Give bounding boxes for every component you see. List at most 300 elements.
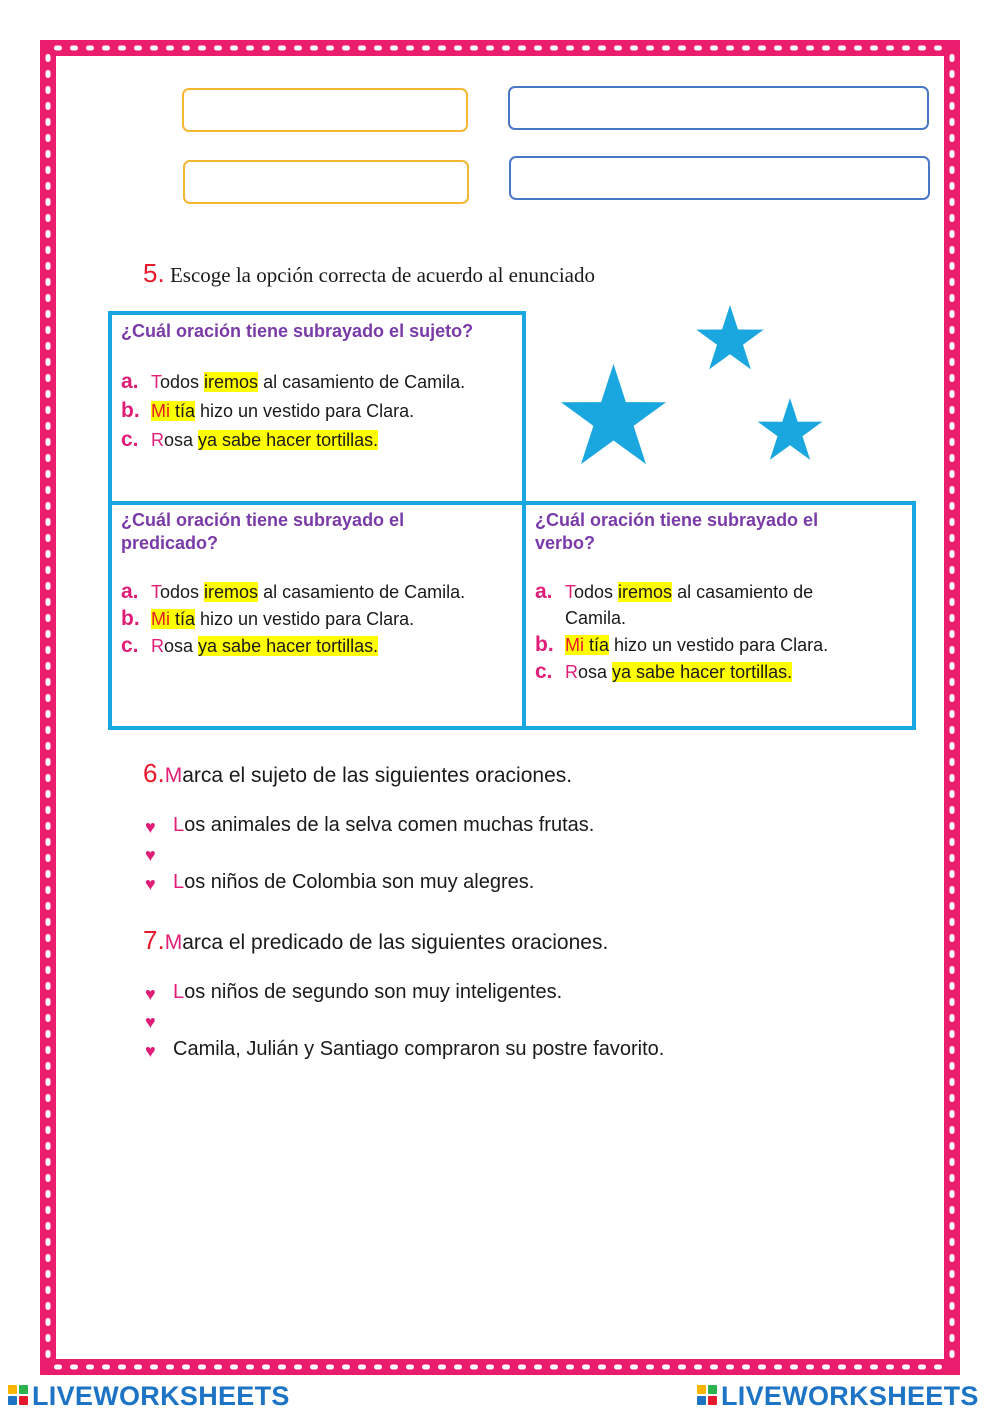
frame-dash xyxy=(46,486,51,494)
frame-dash xyxy=(358,1365,366,1370)
frame-dash xyxy=(950,726,955,734)
frame-dash xyxy=(86,46,94,51)
answer-input-box-3[interactable] xyxy=(183,160,469,204)
frame-dash xyxy=(46,1046,51,1054)
frame-dash xyxy=(694,46,702,51)
option-b[interactable]: b. Mi tía hizo un vestido para Clara. xyxy=(535,633,829,656)
frame-dash xyxy=(582,46,590,51)
frame-dash xyxy=(46,1222,51,1230)
frame-dash xyxy=(46,470,51,478)
frame-dash xyxy=(46,630,51,638)
option-b[interactable]: b. Mi tía hizo un vestido para Clara. xyxy=(121,607,415,630)
frame-dash xyxy=(950,1334,955,1342)
frame-dash xyxy=(118,1365,126,1370)
frame-dash xyxy=(454,46,462,51)
frame-dash xyxy=(950,470,955,478)
frame-dash xyxy=(950,150,955,158)
frame-dash xyxy=(46,646,51,654)
frame-dash xyxy=(950,166,955,174)
frame-dash xyxy=(950,806,955,814)
answer-input-box-1[interactable] xyxy=(182,88,468,132)
answer-input-box-2[interactable] xyxy=(508,86,929,130)
liveworksheets-logo-left: LIVEWORKSHEETS xyxy=(8,1381,290,1412)
frame-dash xyxy=(950,598,955,606)
frame-dash xyxy=(790,1365,798,1370)
frame-dash xyxy=(950,1222,955,1230)
frame-dash xyxy=(46,326,51,334)
frame-dash xyxy=(646,46,654,51)
frame-dash xyxy=(46,102,51,110)
frame-dash xyxy=(950,854,955,862)
star-small-top-icon xyxy=(696,305,764,369)
option-c[interactable]: c. Rosa ya sabe hacer tortillas. xyxy=(121,428,379,451)
question-verbo: ¿Cuál oración tiene subrayado el verbo? xyxy=(535,510,819,553)
frame-dash xyxy=(46,710,51,718)
frame-dash xyxy=(390,1365,398,1370)
frame-dash xyxy=(46,1030,51,1038)
frame-dash xyxy=(950,934,955,942)
frame-dash xyxy=(374,46,382,51)
frame-dash xyxy=(198,46,206,51)
frame-dash xyxy=(46,1110,51,1118)
frame-dash xyxy=(950,1126,955,1134)
frame-dash xyxy=(950,262,955,270)
liveworksheets-mark-icon xyxy=(697,1385,717,1405)
frame-dash xyxy=(950,310,955,318)
frame-dash xyxy=(46,822,51,830)
frame-dash xyxy=(950,486,955,494)
frame-dash xyxy=(774,46,782,51)
frame-dash xyxy=(950,550,955,558)
frame-dash xyxy=(358,46,366,51)
frame-dash xyxy=(950,422,955,430)
frame-dash xyxy=(46,230,51,238)
frame-dash xyxy=(950,566,955,574)
frame-dash xyxy=(950,630,955,638)
frame-dash xyxy=(46,1318,51,1326)
frame-dash xyxy=(950,134,955,142)
frame-dash xyxy=(46,614,51,622)
frame-dash xyxy=(950,1206,955,1214)
frame-dash xyxy=(950,1270,955,1278)
frame-dash xyxy=(70,1365,78,1370)
frame-dash xyxy=(46,438,51,446)
frame-dash xyxy=(950,870,955,878)
frame-dash xyxy=(950,230,955,238)
frame-dash xyxy=(46,550,51,558)
frame-dash xyxy=(86,1365,94,1370)
frame-dash xyxy=(342,46,350,51)
frame-dash xyxy=(950,742,955,750)
frame-dash xyxy=(150,46,158,51)
frame-dash xyxy=(950,294,955,302)
frame-dash xyxy=(46,422,51,430)
frame-dash xyxy=(374,1365,382,1370)
frame-dash xyxy=(46,838,51,846)
frame-dash xyxy=(566,46,574,51)
frame-dash xyxy=(46,934,51,942)
frame-dash xyxy=(46,566,51,574)
frame-dash xyxy=(742,46,750,51)
heart-bullet-icon: ♥ xyxy=(145,817,156,837)
frame-dash xyxy=(230,46,238,51)
frame-dash xyxy=(598,46,606,51)
frame-dash xyxy=(134,1365,142,1370)
frame-dash xyxy=(46,582,51,590)
frame-dash xyxy=(758,1365,766,1370)
frame-dash xyxy=(950,1110,955,1118)
frame-dash xyxy=(950,678,955,686)
frame-dash xyxy=(70,46,78,51)
frame-dash xyxy=(46,742,51,750)
frame-dash xyxy=(678,46,686,51)
frame-dash xyxy=(46,1014,51,1022)
frame-dash xyxy=(46,662,51,670)
frame-dash xyxy=(486,46,494,51)
frame-dash xyxy=(950,950,955,958)
frame-dash xyxy=(486,1365,494,1370)
frame-dash xyxy=(46,310,51,318)
frame-dash xyxy=(46,1190,51,1198)
frame-dash xyxy=(630,1365,638,1370)
frame-dash xyxy=(46,982,51,990)
frame-dash xyxy=(46,54,51,62)
frame-dash xyxy=(46,198,51,206)
frame-dash xyxy=(950,182,955,190)
section-5-instruction: Escoge la opción correcta de acuerdo al enunciado xyxy=(169,263,595,287)
frame-dash xyxy=(470,1365,478,1370)
frame-dash xyxy=(854,46,862,51)
frame-dash xyxy=(230,1365,238,1370)
frame-dash xyxy=(950,358,955,366)
frame-dash xyxy=(774,1365,782,1370)
frame-dash xyxy=(342,1365,350,1370)
heart-bullet-icon: ♥ xyxy=(145,1012,156,1032)
frame-dash xyxy=(886,46,894,51)
frame-dash xyxy=(950,70,955,78)
heart-bullet-icon: ♥ xyxy=(145,1041,156,1061)
frame-dash xyxy=(46,182,51,190)
frame-dash xyxy=(166,1365,174,1370)
frame-dash xyxy=(950,1094,955,1102)
frame-dash xyxy=(182,46,190,51)
frame-dash xyxy=(46,86,51,94)
frame-dash xyxy=(406,46,414,51)
frame-dash xyxy=(870,46,878,51)
frame-dash xyxy=(534,46,542,51)
frame-dash xyxy=(934,1365,942,1370)
frame-dash xyxy=(950,966,955,974)
frame-dash xyxy=(854,1365,862,1370)
liveworksheets-mark-icon xyxy=(8,1385,28,1405)
frame-dash xyxy=(950,1158,955,1166)
frame-dash xyxy=(950,1174,955,1182)
frame-dash xyxy=(46,1206,51,1214)
frame-dash xyxy=(390,46,398,51)
option-c[interactable]: c. Rosa ya sabe hacer tortillas. xyxy=(121,634,379,657)
frame-dash xyxy=(46,1126,51,1134)
frame-dash xyxy=(742,1365,750,1370)
frame-dash xyxy=(582,1365,590,1370)
frame-dash xyxy=(806,46,814,51)
frame-dash xyxy=(950,406,955,414)
frame-dash xyxy=(950,1030,955,1038)
frame-dash xyxy=(150,1365,158,1370)
frame-dash xyxy=(46,1286,51,1294)
frame-dash xyxy=(166,46,174,51)
frame-dash xyxy=(934,46,942,51)
sentence-item[interactable]: Los niños de Colombia son muy alegres. xyxy=(173,871,535,893)
frame-dash xyxy=(902,1365,910,1370)
frame-dash xyxy=(950,918,955,926)
frame-dash xyxy=(950,998,955,1006)
frame-dash xyxy=(950,1350,955,1358)
frame-dash xyxy=(950,390,955,398)
frame-dash xyxy=(326,1365,334,1370)
frame-dash xyxy=(950,54,955,62)
frame-dash xyxy=(246,46,254,51)
frame-dash xyxy=(950,518,955,526)
frame-dash xyxy=(54,1365,62,1370)
option-b[interactable]: b. Mi tía hizo un vestido para Clara. xyxy=(121,399,415,422)
frame-dash xyxy=(262,46,270,51)
frame-dash xyxy=(950,198,955,206)
frame-dash xyxy=(46,374,51,382)
frame-dash xyxy=(950,1254,955,1262)
frame-dash xyxy=(278,1365,286,1370)
frame-dash xyxy=(46,70,51,78)
frame-dash xyxy=(102,46,110,51)
frame-dash xyxy=(406,1365,414,1370)
frame-dash xyxy=(46,358,51,366)
frame-dash xyxy=(614,1365,622,1370)
section-7-title: 7.Marca el predicado de las siguientes oraciones. xyxy=(143,925,609,955)
frame-dash xyxy=(950,982,955,990)
frame-dash xyxy=(54,46,62,51)
frame-dash xyxy=(950,694,955,702)
frame-dash xyxy=(950,902,955,910)
frame-dash xyxy=(950,326,955,334)
frame-dash xyxy=(46,758,51,766)
frame-dash xyxy=(46,406,51,414)
frame-dash xyxy=(950,1190,955,1198)
frame-dash xyxy=(886,1365,894,1370)
frame-dash xyxy=(46,214,51,222)
section-7-number: 7. xyxy=(143,925,165,955)
frame-dash xyxy=(46,1238,51,1246)
stars-decoration xyxy=(550,300,840,480)
frame-dash xyxy=(950,454,955,462)
frame-dash xyxy=(46,1158,51,1166)
frame-dash xyxy=(950,246,955,254)
frame-dash xyxy=(46,1094,51,1102)
frame-dash xyxy=(950,1302,955,1310)
frame-dash xyxy=(46,854,51,862)
frame-dash xyxy=(950,1078,955,1086)
option-a[interactable]: a. Todos iremos al casamiento de Camila. xyxy=(121,370,466,393)
frame-dash xyxy=(678,1365,686,1370)
frame-dash xyxy=(198,1365,206,1370)
frame-dash xyxy=(566,1365,574,1370)
frame-dash xyxy=(46,1142,51,1150)
frame-dash xyxy=(46,278,51,286)
frame-dash xyxy=(46,966,51,974)
frame-dash xyxy=(182,1365,190,1370)
frame-dash xyxy=(46,1350,51,1358)
question-sujeto: ¿Cuál oración tiene subrayado el sujeto? xyxy=(121,321,474,341)
frame-dash xyxy=(46,870,51,878)
frame-dash xyxy=(950,1046,955,1054)
frame-dash xyxy=(46,998,51,1006)
frame-dash xyxy=(950,1142,955,1150)
frame-dash xyxy=(534,1365,542,1370)
frame-dash xyxy=(950,502,955,510)
liveworksheets-logo-right: LIVEWORKSHEETS xyxy=(697,1381,979,1412)
frame-dash xyxy=(950,1318,955,1326)
frame-dash xyxy=(950,790,955,798)
frame-dash xyxy=(46,454,51,462)
frame-dash xyxy=(662,1365,670,1370)
frame-dash xyxy=(950,1238,955,1246)
frame-dash xyxy=(950,1062,955,1070)
frame-dash xyxy=(950,374,955,382)
sentence-item[interactable]: Camila, Julián y Santiago compraron su postre favorito. xyxy=(173,1038,665,1060)
frame-dash xyxy=(790,46,798,51)
frame-dash xyxy=(950,1286,955,1294)
frame-dash xyxy=(214,46,222,51)
frame-dash xyxy=(950,102,955,110)
frame-dash xyxy=(870,1365,878,1370)
frame-dash xyxy=(518,1365,526,1370)
frame-dash xyxy=(710,46,718,51)
frame-dash xyxy=(502,46,510,51)
frame-dash xyxy=(46,806,51,814)
frame-dash xyxy=(46,1270,51,1278)
frame-dash xyxy=(118,46,126,51)
frame-dash xyxy=(294,46,302,51)
frame-dash xyxy=(278,46,286,51)
frame-dash xyxy=(294,1365,302,1370)
section-6-number: 6. xyxy=(143,758,165,788)
section-5-number: 5. xyxy=(143,258,165,288)
section-6-title: 6.Marca el sujeto de las siguientes oraciones. xyxy=(143,758,573,788)
frame-dash xyxy=(918,46,926,51)
frame-dash xyxy=(46,166,51,174)
frame-dash xyxy=(694,1365,702,1370)
frame-dash xyxy=(950,774,955,782)
frame-dash xyxy=(438,1365,446,1370)
frame-dash xyxy=(950,822,955,830)
frame-dash xyxy=(950,86,955,94)
frame-dash xyxy=(950,342,955,350)
frame-dash xyxy=(46,1302,51,1310)
star-large-icon xyxy=(561,364,666,464)
frame-dash xyxy=(726,1365,734,1370)
option-c[interactable]: c. Rosa ya sabe hacer tortillas. xyxy=(535,660,793,683)
frame-dash xyxy=(46,1334,51,1342)
frame-dash xyxy=(630,46,638,51)
frame-dash xyxy=(646,1365,654,1370)
sentence-item[interactable]: Los animales de la selva comen muchas frutas. xyxy=(173,814,595,836)
frame-dash xyxy=(46,262,51,270)
frame-dash xyxy=(806,1365,814,1370)
frame-dash xyxy=(46,678,51,686)
frame-dash xyxy=(758,46,766,51)
frame-dash xyxy=(326,46,334,51)
frame-dash xyxy=(950,214,955,222)
frame-dash xyxy=(246,1365,254,1370)
answer-input-box-4[interactable] xyxy=(509,156,930,200)
frame-dash xyxy=(918,1365,926,1370)
frame-dash xyxy=(46,342,51,350)
frame-dash xyxy=(46,918,51,926)
frame-dash xyxy=(46,134,51,142)
frame-dash xyxy=(46,246,51,254)
heart-bullet-icon: ♥ xyxy=(145,874,156,894)
frame-dash xyxy=(838,46,846,51)
frame-dash xyxy=(470,46,478,51)
question-predicado: ¿Cuál oración tiene subrayado el predicado? xyxy=(121,510,405,553)
frame-dash xyxy=(134,46,142,51)
frame-dash xyxy=(46,502,51,510)
frame-dash xyxy=(46,118,51,126)
frame-dash xyxy=(46,1174,51,1182)
frame-dash xyxy=(950,614,955,622)
frame-dash xyxy=(46,150,51,158)
sentence-item[interactable]: Los niños de segundo son muy inteligentes. xyxy=(173,981,563,1003)
frame-dash xyxy=(214,1365,222,1370)
frame-dash xyxy=(310,46,318,51)
section-5-title xyxy=(143,258,595,289)
frame-dash xyxy=(310,1365,318,1370)
quadrant-sujeto xyxy=(108,311,526,505)
frame-dash xyxy=(950,438,955,446)
frame-dash xyxy=(46,518,51,526)
frame-dash xyxy=(822,1365,830,1370)
frame-dash xyxy=(518,46,526,51)
frame-dash xyxy=(662,46,670,51)
frame-dash xyxy=(46,694,51,702)
frame-dash xyxy=(950,758,955,766)
frame-dash xyxy=(46,1062,51,1070)
frame-dash xyxy=(422,1365,430,1370)
frame-dash xyxy=(46,726,51,734)
frame-dash xyxy=(950,662,955,670)
frame-dash xyxy=(550,46,558,51)
option-a[interactable]: a. Todos iremos al casamiento de Camila. xyxy=(121,580,466,603)
frame-dash xyxy=(46,390,51,398)
heart-bullet-icon: ♥ xyxy=(145,845,156,865)
frame-dash xyxy=(502,1365,510,1370)
frame-dash xyxy=(422,46,430,51)
option-a[interactable]: a. Todos iremos al casamiento de Camila. xyxy=(535,580,814,628)
frame-dash xyxy=(46,534,51,542)
frame-dash xyxy=(950,534,955,542)
frame-dash xyxy=(950,1014,955,1022)
frame-dash xyxy=(950,646,955,654)
frame-dash xyxy=(822,46,830,51)
frame-dash xyxy=(46,790,51,798)
frame-dash xyxy=(950,886,955,894)
heart-bullet-icon: ♥ xyxy=(145,984,156,1004)
frame-dash xyxy=(46,1078,51,1086)
frame-dash xyxy=(550,1365,558,1370)
frame-dash xyxy=(46,950,51,958)
frame-dash xyxy=(46,886,51,894)
frame-dash xyxy=(950,582,955,590)
frame-dash xyxy=(262,1365,270,1370)
frame-dash xyxy=(950,838,955,846)
